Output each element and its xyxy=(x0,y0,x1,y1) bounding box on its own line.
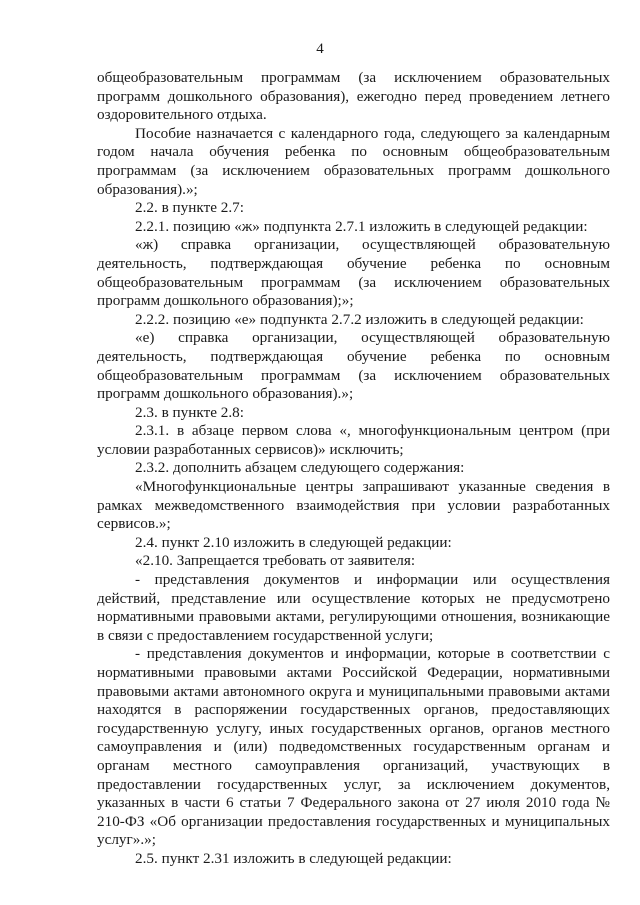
paragraph-7: «е) справка организации, осуществляющей образовательную деятельность, подтверждающая обучение ребенка по основным общеобразовательным программам (за исключением образовательных программ дошкольного образования).»; xyxy=(97,329,610,403)
paragraph-10: 2.3.2. дополнить абзацем следующего содержания: xyxy=(135,459,465,477)
paragraph-6: 2.2.2. позицию «е» подпункта 2.7.2 изложить в следующей редакции: xyxy=(135,310,584,328)
paragraph-3: 2.2. в пункте 2.7: xyxy=(135,199,244,217)
page-number: 4 xyxy=(316,41,324,57)
paragraph-16: 2.5. пункт 2.31 изложить в следующей редакции: xyxy=(135,849,452,867)
paragraph-1: общеобразовательным программам (за исключением образовательных программ дошкольного образования), ежегодно перед проведением летнего оздоровительного отдыха. xyxy=(97,69,610,124)
paragraph-15: - представления документов и информации, которые в соответствии с нормативными правовыми актами Российской Федерации, нормативными правовыми актами автономного округа и муниципальными правовыми актами находятся в распоряжении государственных органов, предоставляющих государственную услугу, иных государственных органов, органов местного самоуправления и (или) подведомственных государственным органам и органам местного самоуправления организаций, участвующих в предоставлении государственных услуг, за исключением документов, указанных в части 6 статьи 7 Федерального закона от 27 июля 2010 года № 210-ФЗ «Об организации предоставления государственных и муниципальных услуг».»; xyxy=(97,645,610,849)
paragraph-14: - представления документов и информации или осуществления действий, представление или осуществление которых не предусмотрено нормативными правовыми актами, регулирующими отношения, возникающие в связи с предоставлением государственной услуги; xyxy=(97,571,610,644)
paragraph-9: 2.3.1. в абзаце первом слова «, многофункциональным центром (при условии разработанных сервисов)» исключить; xyxy=(97,422,610,458)
document-body xyxy=(97,69,610,869)
paragraph-2: Пособие назначается с календарного года, следующего за календарным годом начала обучения ребенка по основным общеобразовательным программам (за исключением образовательных программ дошкольного образования).»; xyxy=(97,124,610,198)
paragraph-5: «ж) справка организации, осуществляющей образовательную деятельность, подтверждающая обучение ребенка по основным общеобразовательным программам (за исключением образовательных программ дошкольного образования);»; xyxy=(97,236,610,310)
paragraph-4: 2.2.1. позицию «ж» подпункта 2.7.1 изложить в следующей редакции: xyxy=(135,217,588,235)
paragraph-8: 2.3. в пункте 2.8: xyxy=(135,403,244,421)
paragraph-11: «Многофункциональные центры запрашивают указанные сведения в рамках межведомственного взаимодействия при условии разработанных сервисов.»; xyxy=(97,478,610,533)
paragraph-13: «2.10. Запрещается требовать от заявителя: xyxy=(135,552,416,570)
paragraph-12: 2.4. пункт 2.10 изложить в следующей редакции: xyxy=(135,533,452,551)
